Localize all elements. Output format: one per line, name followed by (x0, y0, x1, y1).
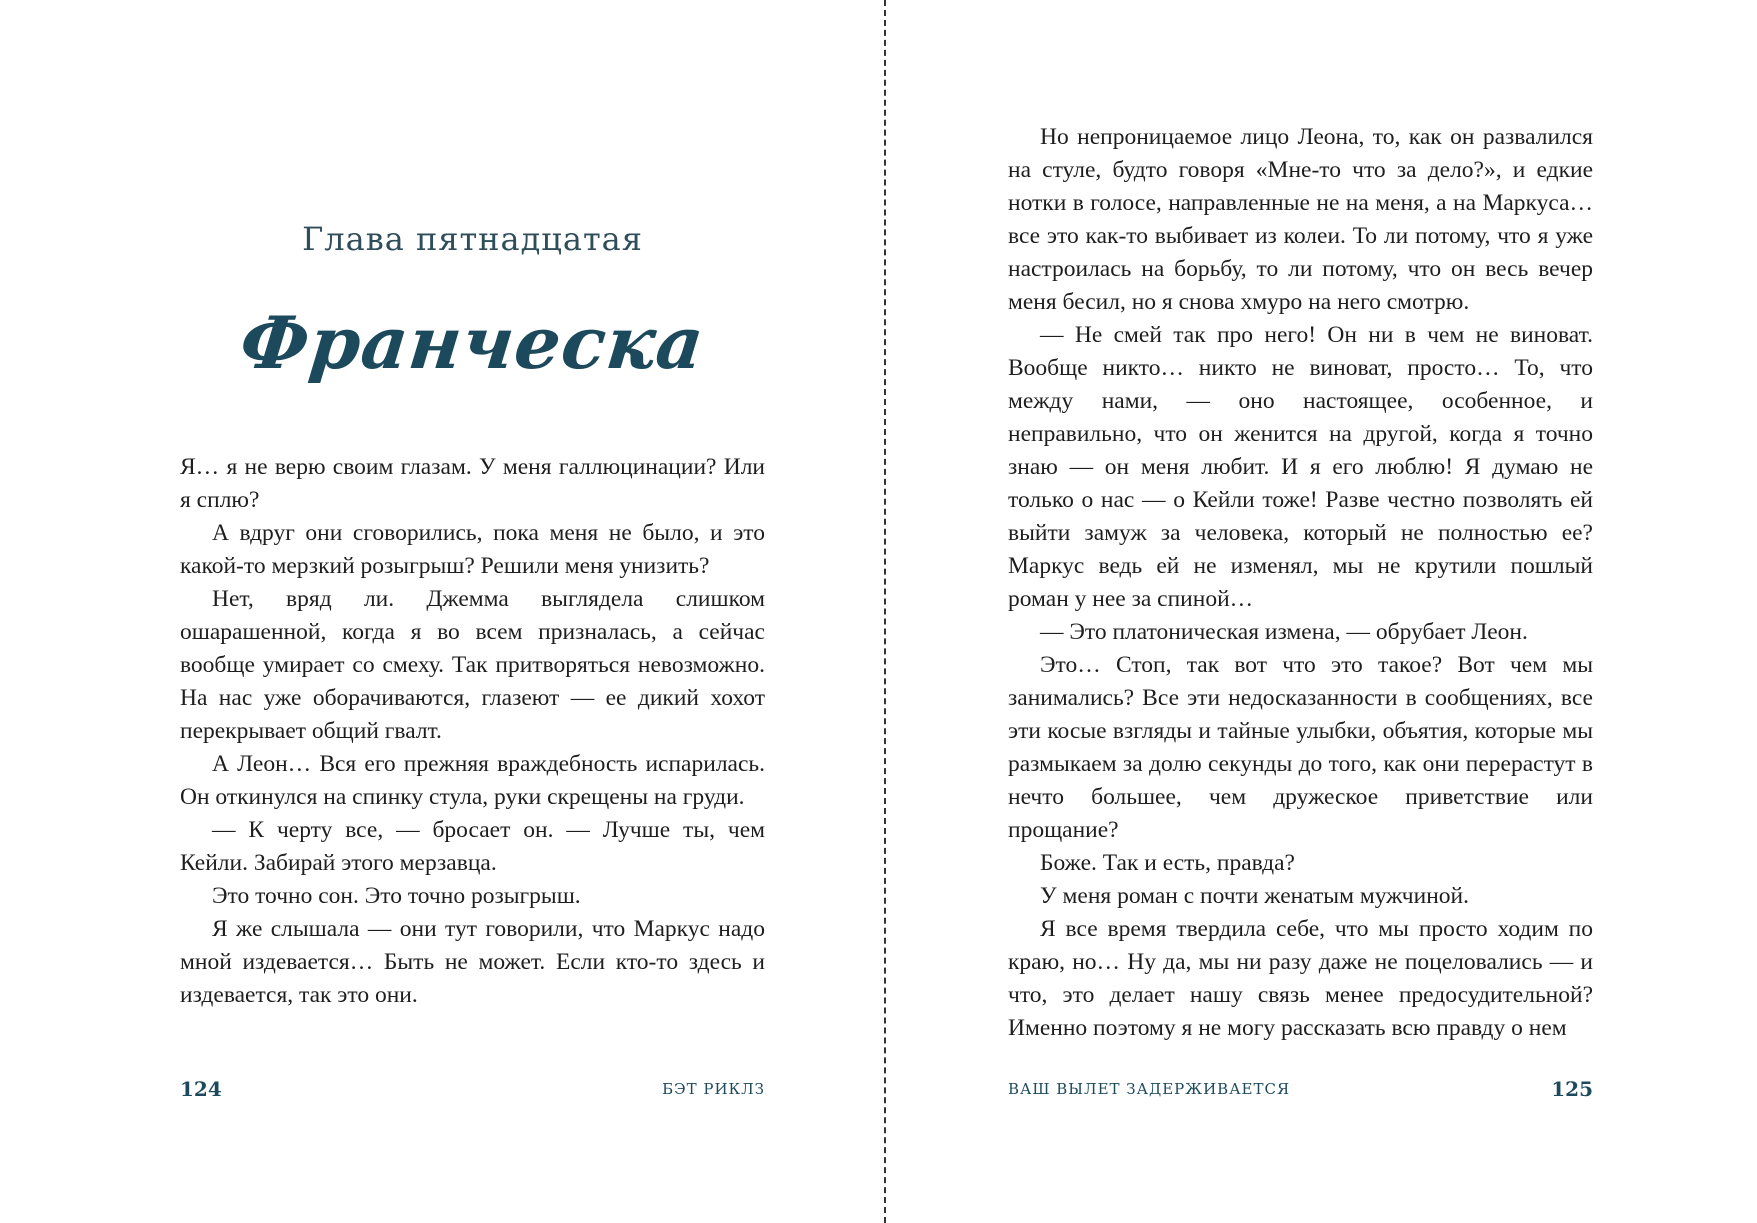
paragraph: Это точно сон. Это точно розыгрыш. (212, 883, 581, 909)
running-head-title: ВАШ ВЫЛЕТ ЗАДЕРЖИВАЕТСЯ (1008, 1080, 1291, 1098)
page-number: 124 (180, 1077, 222, 1101)
paragraph: Я… я не верю своим глазам. У меня галлюцинации? Или я сплю? (180, 454, 765, 513)
right-page (1008, 0, 1593, 1223)
paragraph: — Это платоническая измена, — обрубает Леон. (1040, 619, 1528, 645)
paragraph: — К черту все, — бросает он. — Лучше ты, чем Кейли. Забирай этого мерзавца. (180, 817, 765, 876)
paragraph: — Не смей так про него! Он ни в чем не виноват. Вообще никто… никто не виноват, просто… То, что между нами, — оно настоящее, особенное, и неправильно, что он женится на другой, когда я точно знаю — он меня любит. И я его люблю! Я думаю не только о нас — о Кейли тоже! Разве честно позволять ей выйти замуж за человека, который не полностью ее? Маркус ведь ей не изменял, мы не крутили пошлый роман у нее за спиной… (1008, 322, 1593, 612)
left-page-body (180, 451, 765, 1012)
right-page-footer (1008, 1077, 1593, 1107)
paragraph: Я же слышала — они тут говорили, что Маркус надо мной издевается… Быть не может. Если кто-то здесь и издевается, так это они. (180, 916, 765, 1008)
paragraph: Я все время твердила себе, что мы просто ходим по краю, но… Ну да, мы ни разу даже не поцеловались — и что, это делает нашу связь менее предосудительной? Именно поэтому я не могу рассказать всю правду о нем (1008, 916, 1593, 1041)
paragraph: Нет, вряд ли. Джемма выглядела слишком ошарашенной, когда я во всем призналась, а сейчас вообще умирает со смеху. Так притворяться невозможно. На нас уже оборачиваются, глазеют — ее дикий хохот перекрывает общий гвалт. (180, 586, 765, 744)
paragraph: Боже. Так и есть, правда? (1040, 850, 1295, 876)
right-page-body (1008, 121, 1593, 1045)
left-page-footer (180, 1077, 765, 1107)
page-divider (884, 0, 886, 1223)
chapter-title: Франческа (236, 300, 709, 385)
paragraph: Это… Стоп, так вот что это такое? Вот чем мы занимались? Все эти недосказанности в сообщениях, все эти косые взгляды и тайные улыбки, объятия, которые мы размыкаем за долю секунды до того, как они перерастут в нечто большее, чем дружеское приветствие или прощание? (1008, 652, 1593, 843)
left-page (180, 0, 765, 1223)
chapter-label: Глава пятнадцатая (302, 220, 643, 258)
paragraph: Но непроницаемое лицо Леона, то, как он развалился на стуле, будто говоря «Мне-то что за дело?», и едкие нотки в голосе, направленные не на меня, а на Маркуса… все это как-то выбивает из колеи. То ли потому, что я уже настроилась на борьбу, то ли потому, что он весь вечер меня бесил, но я снова хмуро на него смотрю. (1008, 124, 1593, 315)
paragraph: А Леон… Вся его прежняя враждебность испарилась. Он откинулся на спинку стула, руки скрещены на груди. (180, 751, 765, 810)
page-number: 125 (1551, 1077, 1593, 1101)
running-head-author: БЭТ РИКЛЗ (662, 1080, 765, 1098)
paragraph: А вдруг они сговорились, пока меня не было, и это какой-то мерзкий розыгрыш? Решили меня унизить? (180, 520, 765, 579)
paragraph: У меня роман с почти женатым мужчиной. (1040, 883, 1469, 909)
